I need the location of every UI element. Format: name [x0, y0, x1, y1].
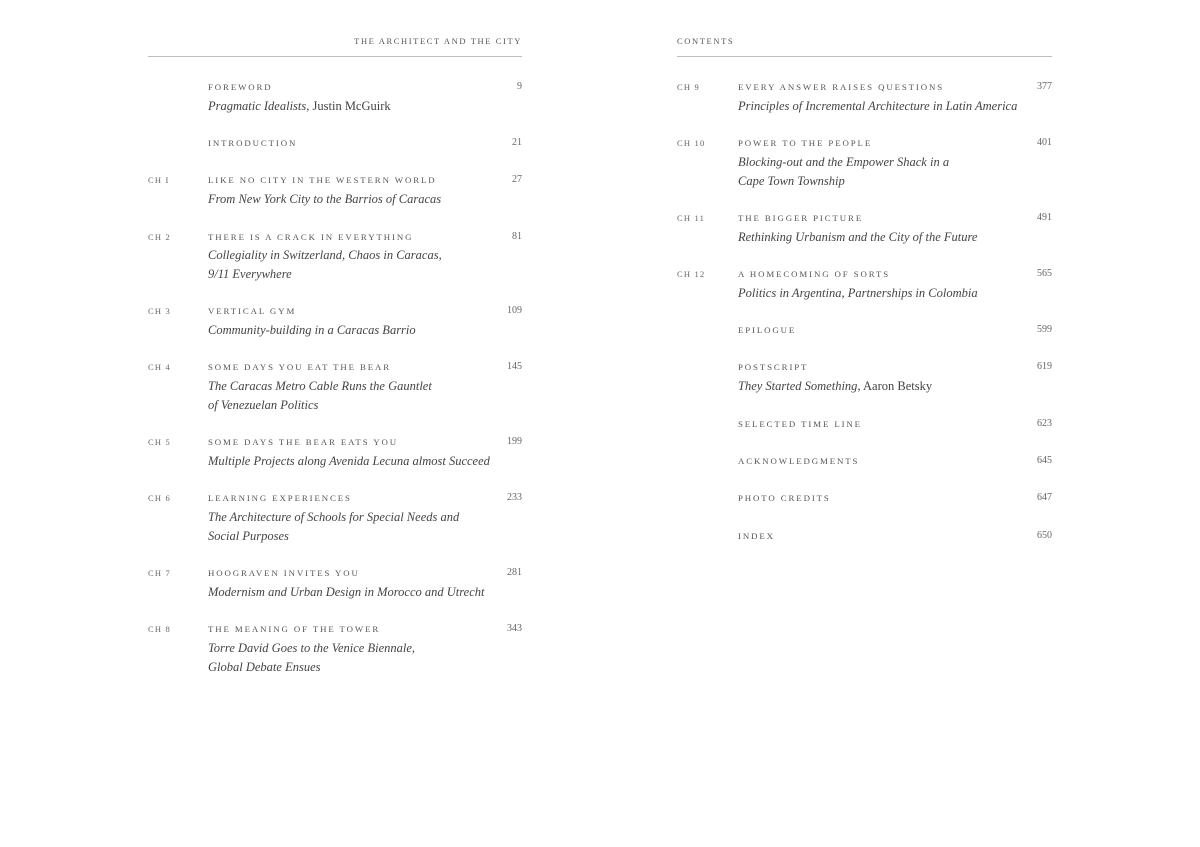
entry-title: EPILOGUE	[738, 325, 797, 336]
subtitle-italic: Community-building in a Caracas Barrio	[208, 323, 416, 338]
toc-entry[interactable]	[677, 78, 1052, 115]
chapter-number: CH 6	[148, 493, 171, 504]
page-number: 623	[1037, 417, 1052, 429]
entry-title: THE BIGGER PICTURE	[738, 212, 864, 223]
subtitle-italic: Social Purposes	[208, 528, 289, 543]
entry-subtitle-line	[208, 377, 482, 396]
toc-entry[interactable]	[148, 171, 522, 208]
entry-subtitle-line	[208, 246, 482, 265]
entry-body	[208, 171, 482, 208]
chapter-number: CH 4	[148, 362, 171, 373]
chapter-number: CH 12	[677, 268, 706, 279]
entry-body	[208, 433, 490, 470]
entry-body	[738, 489, 1022, 508]
entry-title: EVERY ANSWER RAISES QUESTIONS	[738, 82, 945, 92]
entry-body	[738, 452, 1022, 471]
page-number: 343	[507, 623, 522, 635]
chapter-number: CH 10	[677, 138, 706, 149]
subtitle-italic: Politics in Argentina, Partnerships in Colombia	[738, 285, 978, 300]
page-number: 109	[507, 305, 522, 317]
toc-entry[interactable]	[677, 527, 1052, 546]
entry-subtitle-line	[738, 172, 1022, 191]
page-number: 27	[512, 174, 522, 186]
page-number: 81	[512, 230, 522, 242]
subtitle-italic: of Venezuelan Politics	[208, 397, 319, 412]
toc-list	[148, 78, 522, 695]
toc-entry[interactable]	[677, 265, 1052, 302]
subtitle-italic: Pragmatic Idealists	[208, 98, 307, 113]
entry-body	[208, 78, 482, 115]
page-number: 599	[1037, 324, 1052, 336]
entry-body	[208, 134, 482, 153]
entry-title: ACKNOWLEDGMENTS	[738, 455, 860, 466]
page-number: 9	[517, 81, 522, 92]
page-number: 281	[507, 567, 522, 579]
entry-body	[208, 489, 482, 545]
entry-subtitle-line	[208, 97, 482, 116]
chapter-number: CH 5	[148, 437, 171, 448]
chapter-number: CH 3	[148, 306, 171, 317]
entry-body	[738, 358, 1022, 395]
subtitle-italic: Global Debate Ensues	[208, 659, 321, 674]
entry-title: FOREWORD	[208, 82, 273, 92]
entry-body	[208, 564, 485, 601]
entry-subtitle-line	[208, 321, 482, 340]
subtitle-italic: From New York City to the Barrios of Caracas	[208, 192, 442, 207]
subtitle-italic: Principles of Incremental Architecture in Latin America	[738, 98, 1018, 113]
entry-title: POSTSCRIPT	[738, 362, 809, 373]
entry-subtitle-line	[208, 658, 482, 677]
entry-subtitle-line	[738, 97, 1022, 116]
toc-entry[interactable]	[148, 433, 522, 470]
toc-entry[interactable]	[148, 358, 522, 414]
page-number: 650	[1037, 529, 1052, 541]
toc-entry[interactable]	[148, 564, 522, 601]
entry-body	[208, 302, 482, 339]
entry-body	[208, 228, 482, 284]
page-number: 21	[512, 137, 522, 149]
subtitle-italic: Multiple Projects along Avenida Lecuna almost Succeed	[208, 453, 490, 468]
toc-entry[interactable]	[148, 228, 522, 284]
chapter-number: CH 11	[677, 212, 706, 223]
entry-subtitle-line	[208, 190, 482, 209]
chapter-number: CH I	[148, 175, 170, 186]
entry-subtitle-line	[208, 583, 485, 602]
toc-entry[interactable]	[148, 620, 522, 676]
entry-body	[738, 134, 1022, 190]
entry-title: PHOTO CREDITS	[738, 493, 831, 504]
entry-body	[738, 415, 1022, 434]
subtitle-italic: 9/11 Everywhere	[208, 266, 292, 281]
toc-entry[interactable]	[677, 209, 1052, 246]
entry-body	[738, 78, 1022, 115]
toc-entry[interactable]	[677, 358, 1052, 395]
page-number: 565	[1037, 267, 1052, 279]
header-rule	[148, 56, 522, 57]
entry-title: INTRODUCTION	[208, 138, 298, 149]
entry-title: SELECTED TIME LINE	[738, 418, 862, 429]
toc-entry[interactable]	[677, 489, 1052, 508]
entry-subtitle-line	[208, 265, 482, 284]
page-number: 619	[1037, 361, 1052, 373]
subtitle-italic: Torre David Goes to the Venice Biennale,	[208, 640, 416, 655]
header-rule	[677, 56, 1052, 57]
entry-body	[738, 209, 1022, 246]
entry-title: VERTICAL GYM	[208, 306, 297, 317]
chapter-number: CH 8	[148, 624, 171, 635]
entry-subtitle-line	[208, 527, 482, 546]
entry-subtitle-line	[738, 228, 1022, 247]
entry-subtitle-line	[208, 508, 482, 527]
subtitle-italic: The Caracas Metro Cable Runs the Gauntlet	[208, 379, 432, 394]
entry-title: POWER TO THE PEOPLE	[738, 138, 873, 149]
page-number: 401	[1037, 137, 1052, 149]
toc-entry[interactable]	[677, 415, 1052, 434]
subtitle-author: , Aaron Betsky	[857, 379, 933, 394]
entry-title: LIKE NO CITY IN THE WESTERN WORLD	[208, 175, 437, 186]
entry-subtitle-line	[738, 153, 1022, 172]
page-number: 377	[1037, 81, 1052, 92]
entry-body	[738, 527, 1022, 546]
page-number: 145	[507, 361, 522, 373]
entry-subtitle-line	[208, 452, 490, 471]
subtitle-italic: Blocking-out and the Empower Shack in a	[738, 154, 950, 169]
entry-title: LEARNING EXPERIENCES	[208, 493, 352, 504]
entry-body	[208, 358, 482, 414]
subtitle-italic: Cape Town Township	[738, 173, 845, 188]
toc-entry[interactable]	[148, 78, 522, 115]
page-number: 645	[1037, 454, 1052, 466]
chapter-number: CH 7	[148, 568, 171, 579]
toc-entry[interactable]	[677, 452, 1052, 471]
entry-title: HOOGRAVEN INVITES YOU	[208, 568, 360, 579]
toc-entry[interactable]	[677, 321, 1052, 340]
page-number: 647	[1037, 492, 1052, 504]
entry-subtitle-line	[738, 377, 1022, 396]
subtitle-italic: Rethinking Urbanism and the City of the Future	[738, 229, 978, 244]
entry-subtitle-line	[738, 284, 1022, 303]
toc-entry[interactable]	[677, 134, 1052, 190]
entry-title: A HOMECOMING OF SORTS	[738, 268, 891, 279]
entry-subtitle-line	[208, 639, 482, 658]
subtitle-italic: Modernism and Urban Design in Morocco and Utrecht	[208, 584, 485, 599]
entry-body	[738, 265, 1022, 302]
entry-subtitle-line	[208, 396, 482, 415]
entry-body	[208, 620, 482, 676]
page-number: 491	[1037, 211, 1052, 223]
running-head: CONTENTS	[677, 36, 735, 46]
entry-title: THERE IS A CRACK IN EVERYTHING	[208, 231, 414, 242]
subtitle-italic: They Started Something	[738, 379, 858, 394]
toc-list	[677, 78, 1052, 564]
running-head: THE ARCHITECT AND THE CITY	[354, 36, 522, 46]
subtitle-italic: The Architecture of Schools for Special Needs and	[208, 510, 460, 525]
toc-entry[interactable]	[148, 134, 522, 153]
chapter-number: CH 2	[148, 231, 171, 242]
entry-body	[738, 321, 1022, 340]
toc-entry[interactable]	[148, 302, 522, 339]
chapter-number: CH 9	[677, 82, 700, 92]
page-number: 233	[507, 492, 522, 504]
subtitle-italic: Collegiality in Switzerland, Chaos in Caracas,	[208, 248, 442, 263]
subtitle-author: , Justin McGuirk	[306, 98, 391, 113]
entry-title: SOME DAYS THE BEAR EATS YOU	[208, 437, 399, 448]
entry-title: THE MEANING OF THE TOWER	[208, 624, 381, 635]
entry-title: SOME DAYS YOU EAT THE BEAR	[208, 362, 392, 373]
entry-title: INDEX	[738, 530, 775, 541]
toc-entry[interactable]	[148, 489, 522, 545]
page-number: 199	[507, 436, 522, 448]
